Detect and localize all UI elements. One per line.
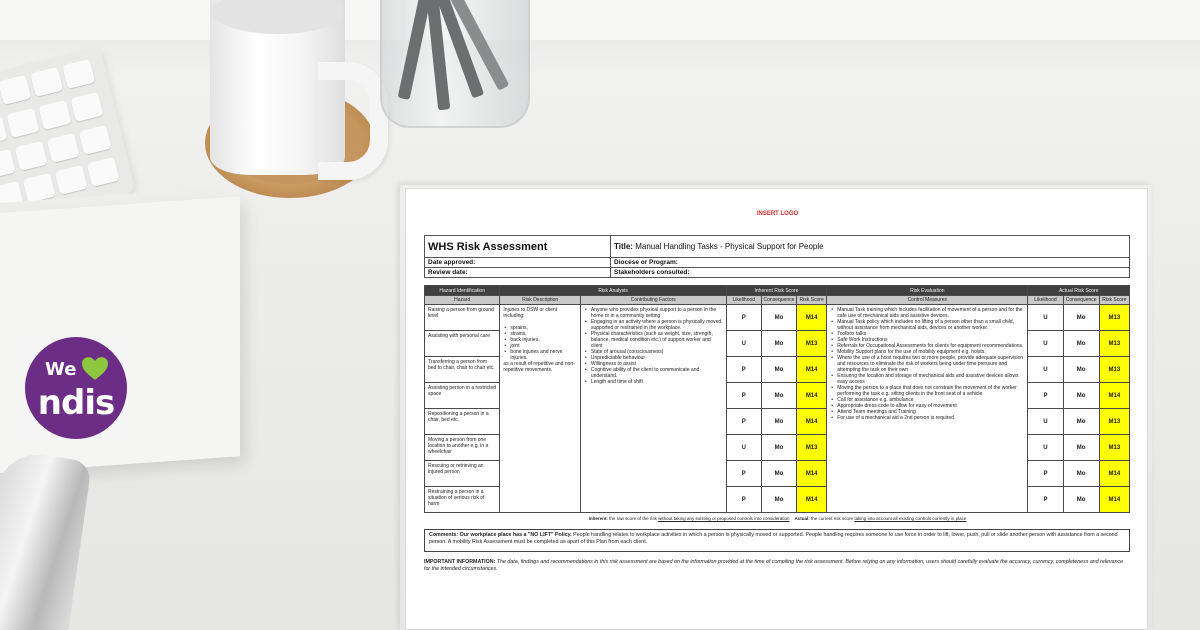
actual-likelihood: U [1028, 357, 1063, 383]
group-inherent-risk-score: Inherent Risk Score [726, 286, 827, 296]
actual-consequence: Mo [1063, 461, 1099, 487]
mug-handle [318, 62, 388, 180]
col-hazard: Hazard [425, 296, 500, 305]
actual-score: M14 [1099, 487, 1129, 513]
col-contributing-factors: Contributing Factors [580, 296, 726, 305]
col-inherent-likelihood: Likelihood [726, 296, 761, 305]
actual-consequence: Mo [1063, 435, 1099, 461]
actual-score: M13 [1099, 409, 1129, 435]
inherent-likelihood: P [726, 383, 761, 409]
inherent-consequence: Mo [761, 435, 796, 461]
inherent-consequence: Mo [761, 305, 796, 331]
actual-consequence: Mo [1063, 487, 1099, 513]
col-control-measures: Control Measures [827, 296, 1028, 305]
inherent-likelihood: U [726, 435, 761, 461]
col-inherent-consequence: Consequence [761, 296, 796, 305]
stakeholders-field: Stakeholders consulted: [611, 268, 1130, 278]
pencil-jar-image [380, 0, 530, 128]
col-actual-consequence: Consequence [1063, 296, 1099, 305]
inherent-likelihood: P [726, 461, 761, 487]
actual-likelihood: U [1028, 331, 1063, 357]
actual-likelihood: P [1028, 487, 1063, 513]
hazard-cell: Assisting person in a restricted space [425, 383, 500, 409]
hazard-cell: Assisting with personal care [425, 331, 500, 357]
hazard-cell: Raising a person from ground level [425, 305, 500, 331]
group-risk-analysis: Risk Analysis [500, 286, 726, 296]
inherent-score: M14 [797, 409, 827, 435]
actual-consequence: Mo [1063, 305, 1099, 331]
inherent-likelihood: P [726, 357, 761, 383]
inherent-score: M13 [797, 331, 827, 357]
inherent-score: M14 [797, 487, 827, 513]
hazard-cell: Transferring a person from bed to chair, chair to chair etc. [425, 357, 500, 383]
inherent-consequence: Mo [761, 331, 796, 357]
col-inherent-risk-score: Risk Score [797, 296, 827, 305]
actual-score: M13 [1099, 305, 1129, 331]
actual-likelihood: U [1028, 409, 1063, 435]
actual-score: M14 [1099, 461, 1129, 487]
hazard-cell: Restraining a person in a situation of serious risk of harm [425, 487, 500, 513]
actual-consequence: Mo [1063, 409, 1099, 435]
hazard-cell: Repositioning a person in a chair, bed etc. [425, 409, 500, 435]
diocese-field: Diocese or Program: [611, 258, 1130, 268]
actual-score: M13 [1099, 435, 1129, 461]
inherent-score: M14 [797, 383, 827, 409]
inherent-score: M14 [797, 357, 827, 383]
important-label: IMPORTANT INFORMATION: [424, 559, 496, 565]
insert-logo-placeholder: INSERT LOGO [756, 211, 799, 217]
risk-table [424, 285, 1130, 513]
inherent-consequence: Mo [761, 357, 796, 383]
inherent-likelihood: P [726, 487, 761, 513]
inherent-likelihood: P [726, 305, 761, 331]
ndis-we-text: We [45, 359, 77, 380]
actual-score: M13 [1099, 357, 1129, 383]
control-measures-cell: • Manual Task training which includes facilitation of movement of a person and for the safe use of mechanical aids and assistive devices. • Manual Task policy which includes no lifting of a person other than a small child, without assistance from mechanical aids, devices or another worker. • Toolbox talks • Safe Work Instructions • Referrals for Occupational Assessments for clients for equipment recommendations. • Mobility Support plans for the use of mobility equipment e.g. hoists. • Where the use of a hoist requires two or more people, provide adequate supervision and resources to eliminate the risk of workers being under time pressure and attempting the task on their own • Ensuring the location and storage of mechanical aids and assistive devices allows easy access • Moving the person to a place that does not constrain the movement of the worker performing the task e.g. sitting clients in the front seat of a vehicle • Call for assistance e.g. ambulance • Appropriate dress code to allow for easy of movement • Attend Team meetings and Training • For use of a mechanical aid a 2nd person is required. [827, 305, 1028, 513]
score-legend: Inherent: the raw score of the risk without taking any existing or proposed controls into consideration Actual: the current risk score taking into account all existing controls currently in place [588, 516, 967, 521]
actual-score: M13 [1099, 331, 1129, 357]
actual-likelihood: U [1028, 435, 1063, 461]
document-subject [611, 236, 1130, 258]
actual-score: M14 [1099, 383, 1129, 409]
inherent-likelihood: P [726, 409, 761, 435]
actual-likelihood: P [1028, 383, 1063, 409]
risk-description-cell: Injuries to DSW or client including: • sprains, • strains, • back injuries, • joint • bone injuries and nerve injuries. as a result of repetitive and non-repetitive movements. [500, 305, 580, 513]
document-title: WHS Risk Assessment [425, 236, 611, 258]
actual-consequence: Mo [1063, 357, 1099, 383]
binder-clip-image [0, 450, 92, 630]
col-actual-likelihood: Likelihood [1028, 296, 1063, 305]
comments-box [424, 529, 1130, 552]
hazard-cell: Rescuing or retrieving an injured person [425, 461, 500, 487]
risk-assessment-document [405, 188, 1148, 630]
inherent-consequence: Mo [761, 383, 796, 409]
ndis-brand-text: ndis [37, 383, 115, 423]
hazard-cell: Moving a person from one location to another e.g. in a wheelchair [425, 435, 500, 461]
heart-icon [82, 357, 108, 381]
group-hazard-identification: Hazard Identification [425, 286, 500, 296]
inherent-consequence: Mo [761, 461, 796, 487]
inherent-consequence: Mo [761, 487, 796, 513]
inherent-score: M13 [797, 435, 827, 461]
group-risk-evaluation: Risk Evaluation [827, 286, 1028, 296]
contributing-factors-cell: • Anyone who provides physical support to a person in the home or in a community setting • Engaging in an activity where a person is physically moved, supported or restrained in the workplace. • Physical characteristics (such as weight, size, strength, balance, medical condition etc.) of support worker and client • State of arousal (consciousness) • Unpredictable behaviour • Willingness to assist • Cognitive ability of the client to communicate and understand. • Length and time of shift [580, 305, 726, 513]
wall-background [0, 0, 1200, 40]
table-row [425, 305, 1130, 331]
inherent-score: M14 [797, 305, 827, 331]
group-actual-risk-score: Actual Risk Score [1028, 286, 1130, 296]
actual-likelihood: P [1028, 461, 1063, 487]
title-value: Manual Handling Tasks - Physical Support for People [635, 242, 824, 251]
inherent-score: M14 [797, 461, 827, 487]
date-approved-field: Date approved: [425, 258, 611, 268]
inherent-likelihood: U [726, 331, 761, 357]
important-text: The data, findings and recommendations in this risk assessment are based on the information provided at the time of compiling the risk assessment. Before relying on any information, users should carefully evaluate the accuracy, currency, completeness and relevance for the intended circumstances. [424, 559, 1124, 572]
review-date-field: Review date: [425, 268, 611, 278]
actual-consequence: Mo [1063, 383, 1099, 409]
ndis-logo [25, 337, 127, 439]
shelf-ledge [0, 40, 1200, 76]
inherent-consequence: Mo [761, 409, 796, 435]
title-label: Title: [614, 242, 633, 251]
comments-text: People handling relates to workplace activities in which a person is physically moved or supported. People handling requires someone to use force in order to lift, lower, push, pull or slide another person with assistance from a second person. A mobility Risk Assessment must be completed as apart of this Plan from each client. [429, 532, 1118, 545]
document-header-table [424, 235, 1130, 278]
actual-consequence: Mo [1063, 331, 1099, 357]
important-information [424, 559, 1130, 573]
actual-likelihood: U [1028, 305, 1063, 331]
comments-label: Comments: Our workplace place has a "NO LIFT" Policy. [429, 532, 572, 538]
col-risk-description: Risk Description [500, 296, 580, 305]
col-actual-risk-score: Risk Score [1099, 296, 1129, 305]
